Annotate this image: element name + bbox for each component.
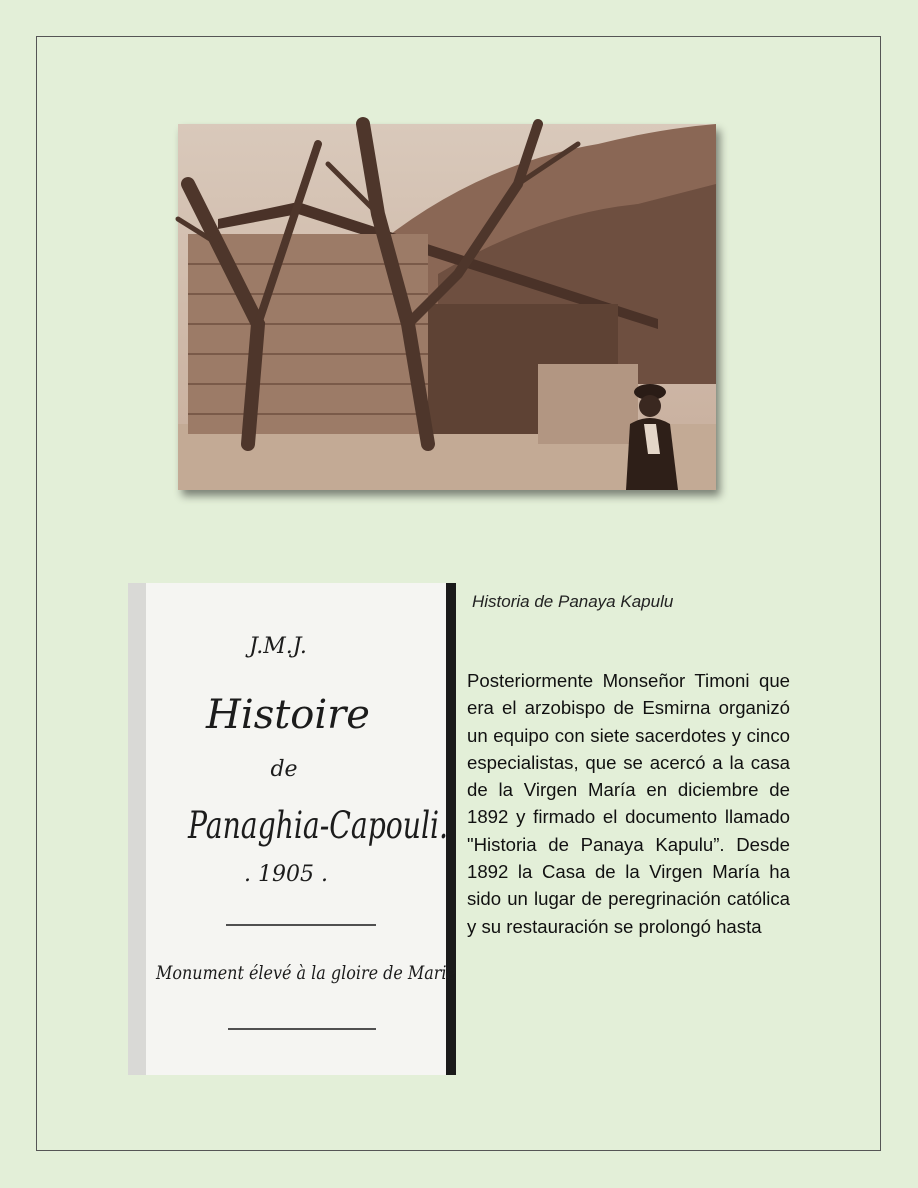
- manuscript-line-monument: Monument élevé à la gloire de Marie: [155, 962, 456, 984]
- manuscript-line-de: de: [270, 757, 298, 782]
- manuscript-line-histoire: Histoire: [206, 692, 370, 738]
- manuscript-line-panaghia-capouli: Panaghia-Capouli.: [187, 804, 449, 847]
- manuscript-line-jmj: J.M.J.: [249, 634, 307, 659]
- body-paragraph: Posteriormente Monseñor Timoni que era el arzobispo de Esmirna organizó un equipo con siete sacerdotes y cinco especialistas, que se acercó a la casa de la Virgen María en diciembre de 1892 y firmado el documento llamado "Historia de Panaya Kapulu”. Desde 1892 la Casa de la Virgen María ha sido un lugar de peregrinación católica y su restauración se prolongó hasta: [467, 670, 790, 937]
- manuscript-title-page-image: [128, 583, 456, 1075]
- manuscript-line-year: . 1905 .: [244, 862, 328, 887]
- historic-house-photo: [178, 124, 716, 490]
- image-caption: Historia de Panaya Kapulu: [472, 592, 674, 611]
